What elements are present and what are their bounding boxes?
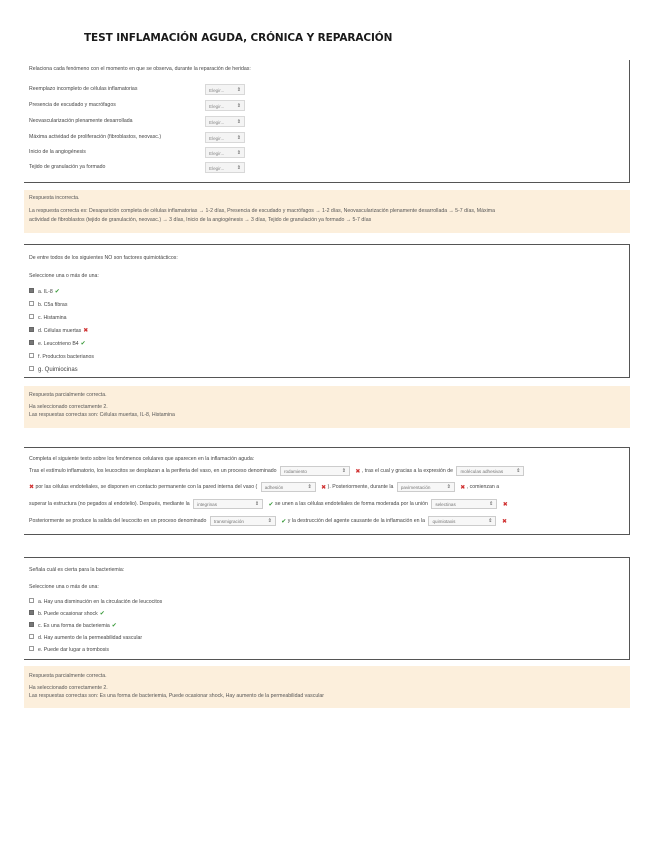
- question-3: [24, 447, 630, 535]
- checkbox[interactable]: [29, 634, 34, 639]
- match-select[interactable]: Elegir... ⇕: [205, 116, 245, 127]
- match-label: Tejido de granulación ya formado: [29, 164, 106, 170]
- question-instruction: Seleccione una o más de una:: [29, 273, 99, 279]
- chevron-updown-icon: ⇕: [267, 518, 272, 524]
- checkbox[interactable]: [29, 314, 34, 319]
- feedback-text: Las respuestas correctas son: Es una forma de bacteriemia, Puede ocasionar shock, Hay aumento de la permeabilidad vascular: [29, 693, 324, 699]
- checkbox[interactable]: [29, 327, 34, 332]
- option[interactable]: g. Quimiocinas: [29, 361, 78, 371]
- checkbox[interactable]: [29, 301, 34, 306]
- match-label: Inicio de la angiogénesis: [29, 149, 86, 155]
- chevron-updown-icon: ⇕: [307, 484, 312, 490]
- cross-icon: ✖: [29, 484, 35, 491]
- cloze-select[interactable]: pavimentación ⇕: [397, 482, 455, 492]
- chevron-updown-icon: ⇕: [488, 518, 493, 524]
- option[interactable]: e. Puede dar lugar a trombosis: [29, 641, 109, 651]
- chevron-updown-icon: ⇕: [236, 165, 241, 171]
- question-prompt: Relaciona cada fenómeno con el momento en que se observa, durante la reparación de heridas:: [29, 66, 251, 72]
- cloze-line: ✖ por las células endoteliales, se disponen en contacto permanente con la pared interna del vaso ( adhesión ⇕ ✖ ). Posteriormente, durante la pavimentación ⇕ ✖ , comienzan a: [29, 484, 500, 491]
- chevron-updown-icon: ⇕: [446, 484, 451, 490]
- feedback-text: Las respuestas correctas son: Células muertas, IL-8, Histamina: [29, 412, 175, 418]
- feedback-title: Respuesta parcialmente correcta.: [29, 673, 107, 679]
- match-select[interactable]: Elegir... ⇕: [205, 84, 245, 95]
- option[interactable]: e. Leucotrieno B4 ✔: [29, 335, 86, 345]
- check-icon: ✔: [111, 623, 117, 630]
- cross-icon: ✖: [83, 328, 89, 335]
- question-1: [24, 60, 630, 183]
- checkbox[interactable]: [29, 610, 34, 615]
- checkbox[interactable]: [29, 353, 34, 358]
- feedback-1: [24, 190, 630, 233]
- question-prompt: Señala cuál es cierta para la bacteriemia:: [29, 567, 125, 573]
- check-icon: ✔: [268, 501, 274, 508]
- option[interactable]: a. IL-8 ✔: [29, 283, 60, 293]
- feedback-text: actividad de fibroblastos (tejido de granulación, neovasc.) → 3 días, Inicio de la angiogénesis → 3 días, Tejido de granulación ya formado → 5-7 días: [29, 217, 372, 223]
- question-instruction: Seleccione una o más de una:: [29, 584, 99, 590]
- match-select[interactable]: Elegir... ⇕: [205, 162, 245, 173]
- option[interactable]: a. Hay una disminución en la circulación de leucocitos: [29, 593, 162, 603]
- cloze-select[interactable]: adhesión ⇕: [261, 482, 316, 492]
- option[interactable]: d. Células muertas ✖: [29, 322, 88, 332]
- match-label: Máxima actividad de proliferación (fibroblastos, neovasc.): [29, 134, 162, 140]
- chevron-updown-icon: ⇕: [254, 501, 260, 507]
- feedback-4: [24, 666, 630, 708]
- question-prompt: De entre todos de los siguientes NO son factores quimiotácticos:: [29, 255, 178, 261]
- check-icon: ✔: [80, 341, 86, 348]
- cloze-select[interactable]: moléculas adhesivas ⇕: [456, 466, 524, 476]
- checkbox[interactable]: [29, 646, 34, 651]
- cloze-line: Posteriormente se produce la salida del leucocito en un proceso denominado transmigración ⇕ ✔ y la destrucción del agente causante de la inflamación en la quimiotaxis ⇕ ✖: [29, 518, 507, 525]
- checkbox[interactable]: [29, 340, 34, 345]
- match-select[interactable]: Elegir... ⇕: [205, 147, 245, 158]
- page-title: TEST INFLAMACIÓN AGUDA, CRÓNICA Y REPARACIÓN: [84, 32, 393, 44]
- chevron-updown-icon: ⇕: [236, 87, 241, 93]
- chevron-updown-icon: ⇕: [236, 119, 241, 125]
- feedback-title: Respuesta parcialmente correcta.: [29, 392, 107, 398]
- chevron-updown-icon: ⇕: [236, 135, 241, 141]
- feedback-2: [24, 386, 630, 428]
- chevron-updown-icon: ⇕: [236, 103, 241, 109]
- match-label: Neovascularización plenamente desarrollada: [29, 118, 133, 124]
- feedback-text: Ha seleccionado correctamente 2.: [29, 685, 108, 691]
- chevron-updown-icon: ⇕: [341, 468, 346, 474]
- question-4: [24, 557, 630, 660]
- option[interactable]: c. Histamina: [29, 309, 67, 319]
- cloze-select[interactable]: transmigración ⇕: [210, 516, 276, 526]
- cross-icon: ✖: [355, 468, 361, 475]
- cross-icon: ✖: [501, 518, 507, 525]
- cross-icon: ✖: [321, 484, 327, 491]
- match-select[interactable]: Elegir... ⇕: [205, 132, 245, 143]
- checkbox[interactable]: [29, 622, 34, 627]
- chevron-updown-icon: ⇕: [236, 150, 241, 156]
- checkbox[interactable]: [29, 598, 34, 603]
- feedback-text: Ha seleccionado correctamente 2.: [29, 404, 108, 410]
- feedback-text: La respuesta correcta es: Desaparición completa de células inflamatorias → 1-2 días, Presencia de escudado y macrófagos → 1-2 días, Neovascularización plenamente desarrollada → 5-7 días, Máxima: [29, 208, 495, 214]
- cloze-select[interactable]: integrinas ⇕: [193, 499, 263, 509]
- option[interactable]: b. Puede ocasionar shock ✔: [29, 605, 105, 615]
- option[interactable]: f. Productos bacterianos: [29, 348, 94, 358]
- cloze-select[interactable]: selectinas ⇕: [431, 499, 497, 509]
- feedback-title: Respuesta incorrecta.: [29, 195, 80, 201]
- match-label: Presencia de escudado y macrófagos: [29, 102, 116, 108]
- cross-icon: ✖: [502, 501, 508, 508]
- cross-icon: ✖: [460, 484, 466, 491]
- check-icon: ✔: [54, 289, 60, 296]
- match-select[interactable]: Elegir... ⇕: [205, 100, 245, 111]
- match-label: Reemplazo incompleto de células inflamatorias: [29, 86, 138, 92]
- chevron-updown-icon: ⇕: [489, 501, 494, 507]
- checkbox[interactable]: [29, 366, 34, 371]
- cloze-line: Tras el estímulo inflamatorio, los leucocitos se desplazan a la periferia del vaso, en un proceso denominado rodamiento ⇕ ✖ , tras el cual y gracias a la expresión de moléculas adhesivas ⇕: [29, 466, 526, 478]
- cloze-select[interactable]: rodamiento ⇕: [280, 466, 350, 476]
- check-icon: ✔: [99, 611, 105, 618]
- check-icon: ✔: [281, 518, 287, 525]
- option[interactable]: d. Hay aumento de la permeabilidad vascular: [29, 629, 142, 639]
- chevron-updown-icon: ⇕: [516, 468, 521, 474]
- option[interactable]: b. C5a fibras: [29, 296, 67, 306]
- cloze-select[interactable]: quimiotaxis ⇕: [428, 516, 496, 526]
- option[interactable]: c. Es una forma de bacteriemia ✔: [29, 617, 117, 627]
- cloze-line: superar la estructura (no pegados al endotelio). Después, mediante la integrinas ⇕ ✔ se unen a las células endoteliales de forma moderada por la unión selectinas ⇕ ✖: [29, 501, 508, 508]
- question-2: [24, 244, 630, 378]
- question-prompt: Completa el siguiente texto sobre los fenómenos celulares que aparecen en la inflamación aguda:: [29, 456, 255, 462]
- checkbox[interactable]: [29, 288, 34, 293]
